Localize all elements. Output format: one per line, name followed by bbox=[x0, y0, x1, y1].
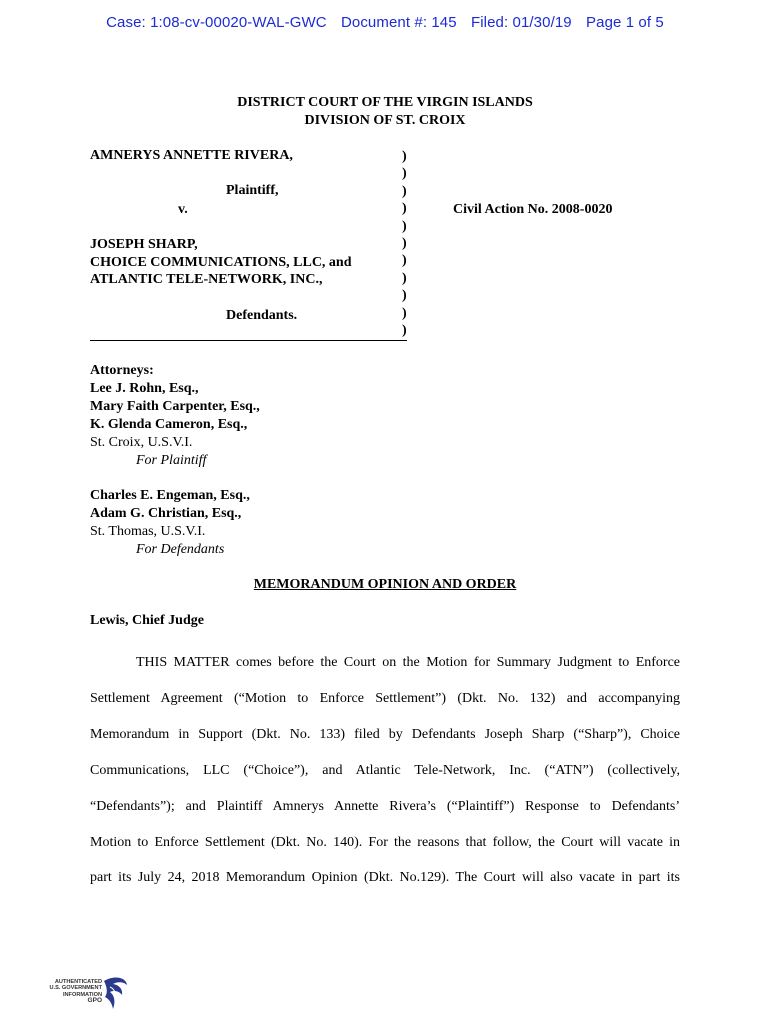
defendant-name-1: JOSEPH SHARP, bbox=[90, 237, 198, 252]
defendant-name-2: CHOICE COMMUNICATIONS, LLC, and bbox=[90, 255, 352, 270]
seal-text: INFORMATION bbox=[62, 991, 102, 998]
case-number: Case: 1:08-cv-00020-WAL-GWC bbox=[106, 14, 327, 31]
page-indicator: Page 1 of 5 bbox=[586, 14, 664, 31]
defendant-attorney-location: St. Thomas, U.S.V.I. bbox=[90, 524, 206, 539]
defendant-attorney: Adam G. Christian, Esq., bbox=[90, 506, 242, 521]
court-division: DIVISION OF ST. CROIX bbox=[304, 113, 466, 128]
defendant-attorney: Charles E. Engeman, Esq., bbox=[90, 488, 250, 503]
caption-parentheses: ) ) ) ) ) ) ) ) ) ) ) bbox=[402, 149, 407, 339]
plaintiff-attorney: Lee J. Rohn, Esq., bbox=[90, 381, 199, 396]
plaintiff-attorney: K. Glenda Cameron, Esq., bbox=[90, 417, 248, 432]
defendant-attorney-role: For Defendants bbox=[136, 542, 225, 557]
filing-header bbox=[0, 14, 770, 31]
caption-divider bbox=[90, 340, 407, 341]
memorandum-title: MEMORANDUM OPINION AND ORDER bbox=[253, 577, 517, 592]
body-line: “Defendants”); and Plaintiff Amnerys Annette Rivera’s (“Plaintiff”) Response to Defendants’ bbox=[90, 798, 680, 814]
defendant-name-3: ATLANTIC TELE-NETWORK, INC., bbox=[90, 272, 323, 287]
document-number: Document #: 145 bbox=[340, 14, 457, 31]
plaintiff-attorney: Mary Faith Carpenter, Esq., bbox=[90, 399, 260, 414]
judge-name: Lewis, Chief Judge bbox=[90, 613, 204, 628]
opinion-body bbox=[90, 645, 680, 896]
defendants-label: Defendants. bbox=[226, 308, 298, 323]
civil-action-number: Civil Action No. 2008-0020 bbox=[453, 202, 613, 217]
gpo-authentication-seal bbox=[40, 975, 140, 1019]
plaintiff-name: AMNERYS ANNETTE RIVERA, bbox=[90, 148, 293, 163]
eagle-icon bbox=[100, 975, 130, 1015]
seal-text: AUTHENTICATED bbox=[54, 979, 102, 985]
attorneys-heading: Attorneys: bbox=[90, 363, 154, 378]
body-line: Communications, LLC (“Choice”), and Atlantic Tele-Network, Inc. (“ATN”) (collectively, bbox=[90, 762, 680, 778]
filed-date: Filed: 01/30/19 bbox=[470, 14, 572, 31]
court-name: DISTRICT COURT OF THE VIRGIN ISLANDS bbox=[237, 95, 533, 110]
body-line: THIS MATTER comes before the Court on the Motion for Summary Judgment to Enforce bbox=[136, 655, 680, 670]
gpo-mark: GPO bbox=[87, 997, 102, 1004]
plaintiff-label: Plaintiff, bbox=[226, 183, 279, 198]
body-line: part its July 24, 2018 Memorandum Opinion (Dkt. No.129). The Court will also vacate in part its bbox=[90, 870, 680, 886]
versus: v. bbox=[178, 202, 188, 217]
body-line: Settlement Agreement (“Motion to Enforce Settlement”) (Dkt. No. 132) and accompanying bbox=[90, 690, 680, 706]
body-line: Memorandum in Support (Dkt. No. 133) filed by Defendants Joseph Sharp (“Sharp”), Choice bbox=[90, 726, 680, 742]
plaintiff-attorney-role: For Plaintiff bbox=[136, 453, 207, 468]
plaintiff-attorney-location: St. Croix, U.S.V.I. bbox=[90, 435, 193, 450]
seal-text: U.S. GOVERNMENT bbox=[49, 985, 102, 992]
body-line: Motion to Enforce Settlement (Dkt. No. 140). For the reasons that follow, the Court will vacate in bbox=[90, 834, 680, 850]
